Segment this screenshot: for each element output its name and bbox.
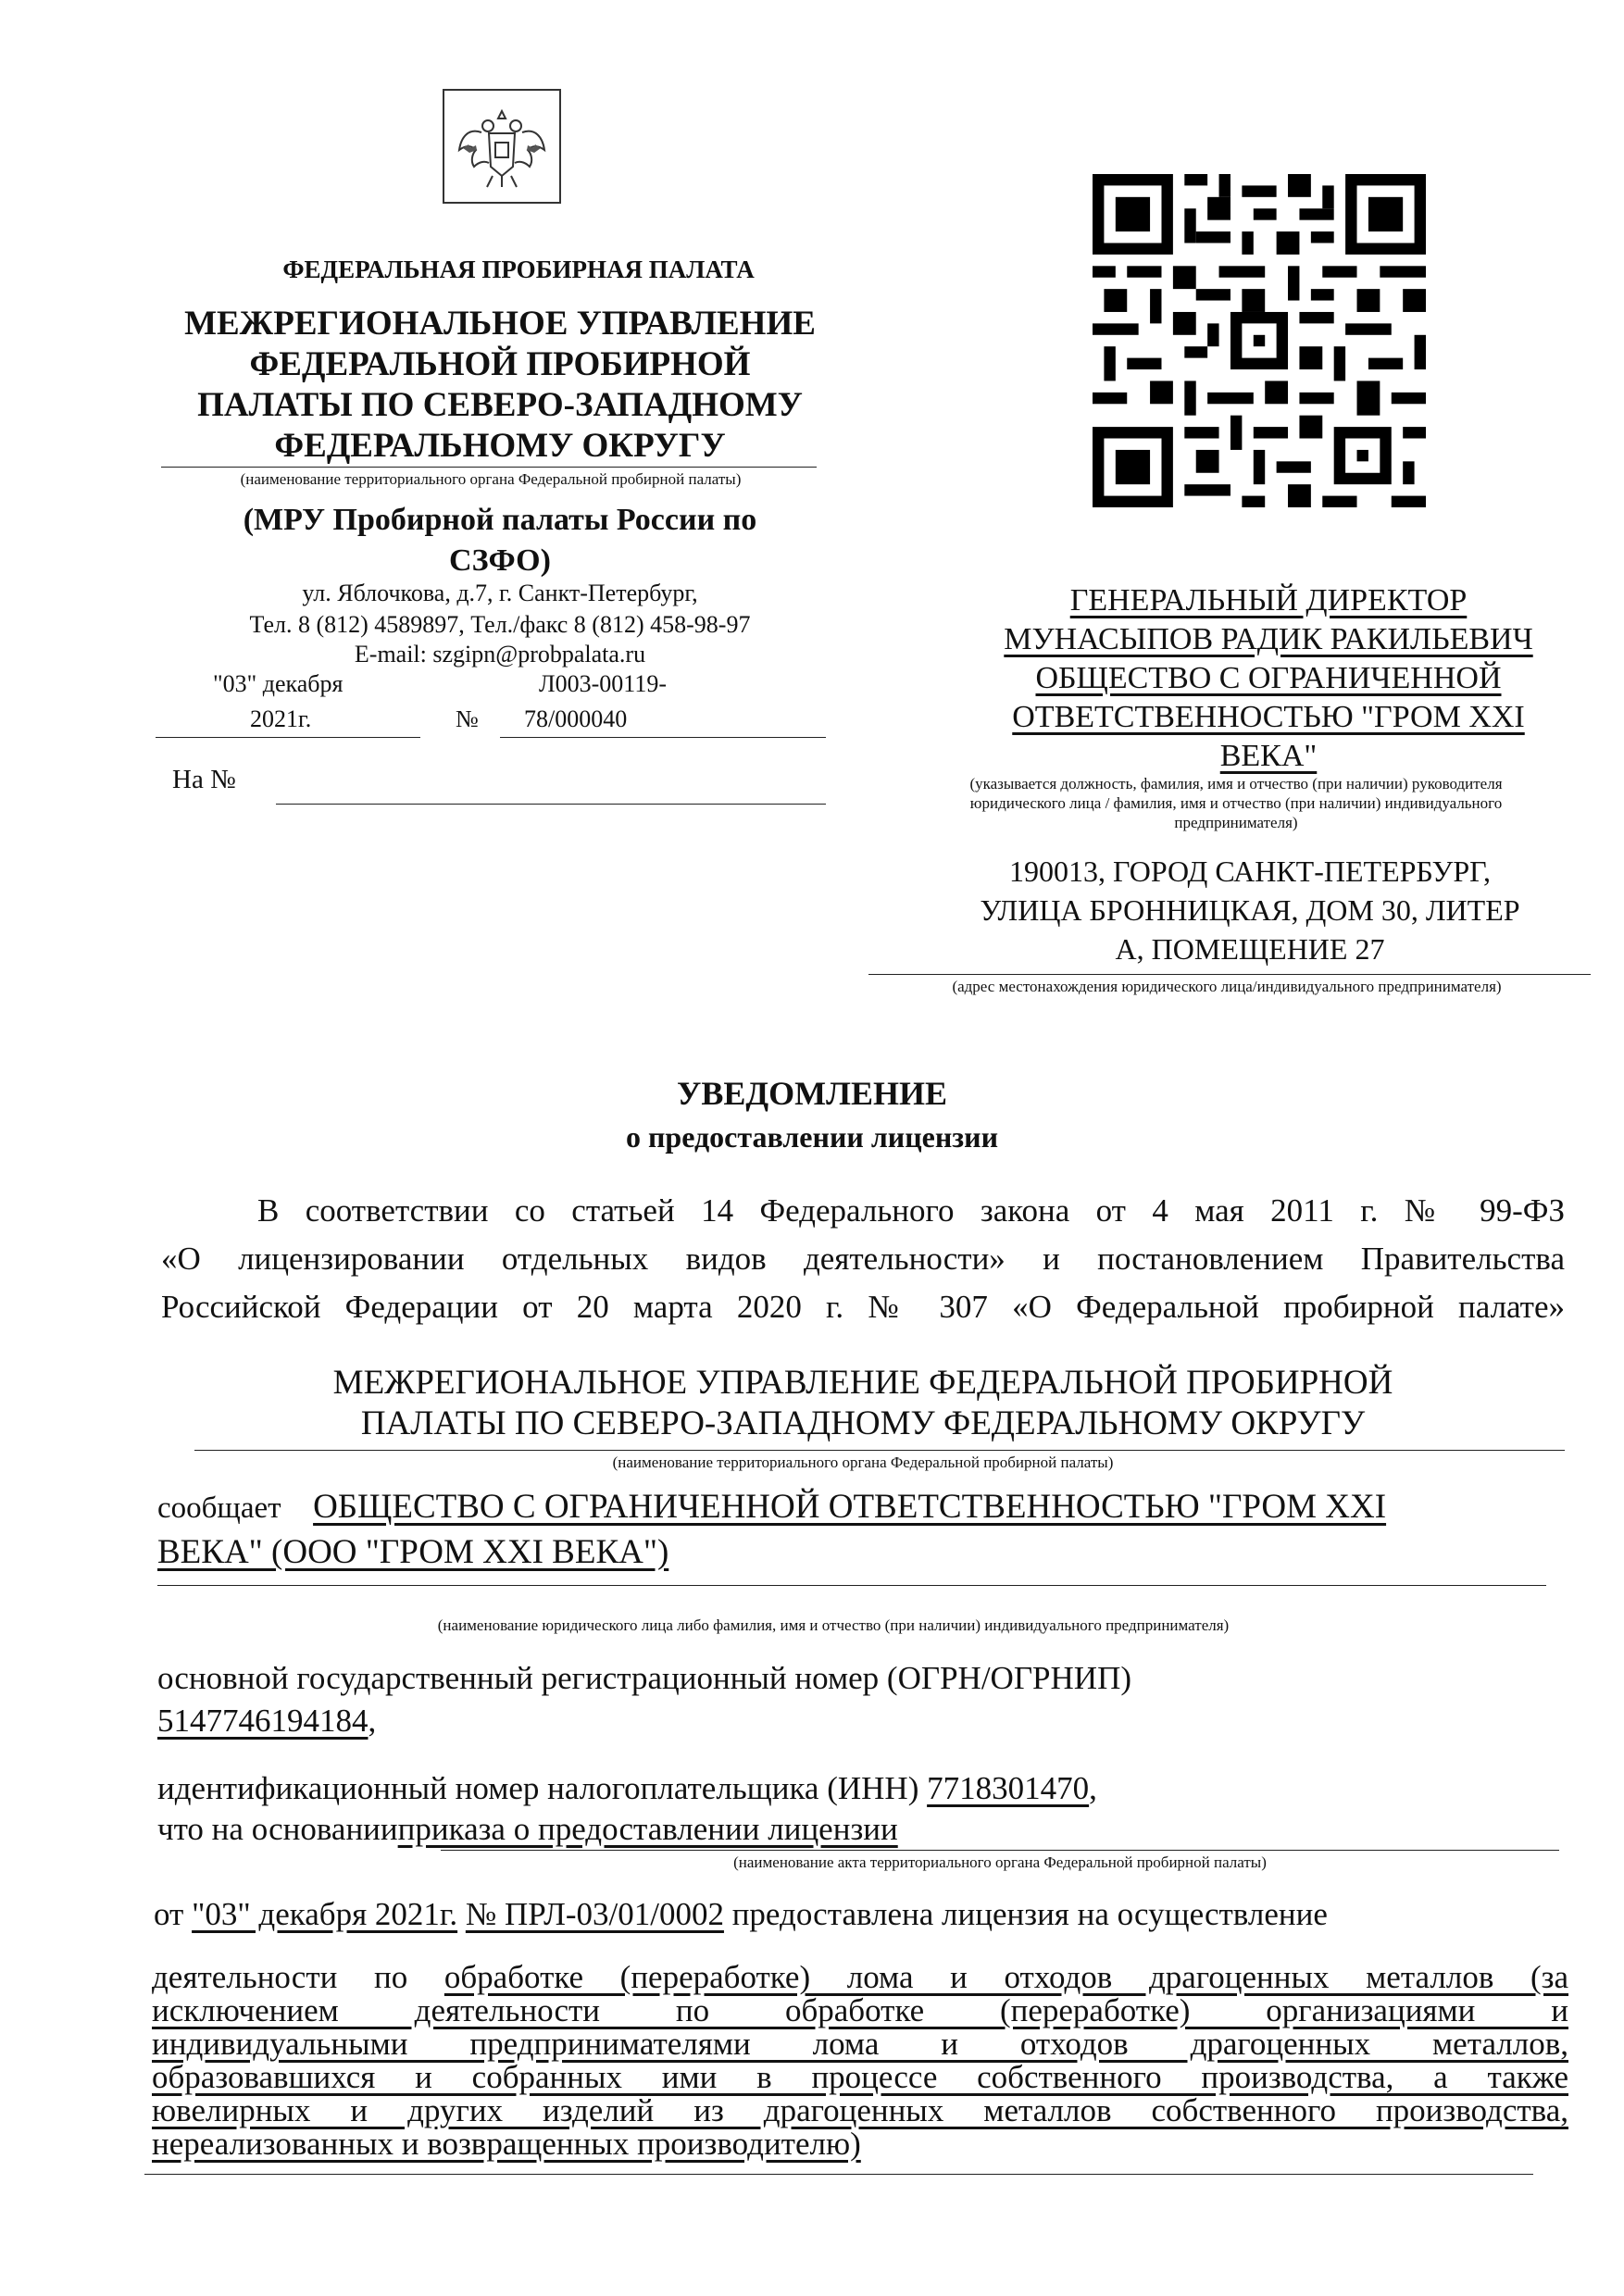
licensee-caption: (наименование юридического лица либо фамилия, имя и отчество (при наличии) индивидуального предпринимателя): [437, 1616, 1230, 1634]
authority-line: ПАЛАТЫ ПО СЕВЕРО-ЗАПАДНОМУ ФЕДЕРАЛЬНОМУ ОКРУГУ: [360, 1404, 1366, 1442]
basis-caption: (наименование акта территориального органа Федеральной пробирной палаты): [733, 1853, 1267, 1871]
authority-caption: (наименование территориального органа Федеральной пробирной палаты): [612, 1454, 1114, 1471]
order-date: "03" декабря 2021г.: [192, 1896, 458, 1932]
authority-line: МЕЖРЕГИОНАЛЬНОЕ УПРАВЛЕНИЕ ФЕДЕРАЛЬНОЙ ПРОБИРНОЙ: [332, 1364, 1393, 1402]
number-sign: №: [456, 705, 479, 732]
activity-line: исключением деятельности по обработке (переработке) организациями и: [152, 1992, 1568, 2028]
from-label: от: [154, 1896, 184, 1932]
activity-line: обработке (переработке) лома и отходов драгоценных металлов (за: [443, 1959, 1569, 1995]
agency-name: ФЕДЕРАЛЬНАЯ ПРОБИРНАЯ ПАЛАТА: [282, 256, 755, 283]
notice-subtitle: о предоставлении лицензии: [625, 1120, 999, 1154]
org-line: ФЕДЕРАЛЬНОМУ ОКРУГУ: [274, 427, 726, 465]
address-caption: (адрес местонахождения юридического лица/индивидуального предпринимателя): [952, 978, 1502, 995]
org-line: ФЕДЕРАЛЬНОЙ ПРОБИРНОЙ: [249, 345, 751, 383]
paragraph-line: «О лицензировании отдельных видов деятельности» и постановлением Правительства: [161, 1241, 1565, 1277]
activity-line: образовавшихся и собранных ими в процессе собственного производства, а также: [152, 2059, 1568, 2095]
letter-date-day-month: "03" декабря: [213, 670, 344, 697]
date-underline: [156, 737, 420, 738]
org-line: МЕЖРЕГИОНАЛЬНОЕ УПРАВЛЕНИЕ: [184, 305, 816, 343]
basis-value: приказа о предоставлении лицензии: [397, 1811, 898, 1847]
org-address: ул. Яблочкова, д.7, г. Санкт-Петербург,: [302, 580, 698, 606]
inn-value: 7718301470: [927, 1770, 1090, 1806]
org-phones: Тел. 8 (812) 4589897, Тел./факс 8 (812) 458-98-97: [249, 611, 751, 638]
recipient-line: ОТВЕТСТВЕННОСТЬЮ "ГРОМ XXI: [1012, 700, 1525, 734]
ogrn-block: [157, 1657, 1565, 1742]
inn-label: идентификационный номер налогоплательщика (ИНН): [157, 1770, 919, 1806]
org-caption: (наименование территориального органа Федеральной пробирной палаты): [240, 470, 742, 488]
ogrn-value: 5147746194184: [157, 1703, 369, 1739]
ogrn-label: основной государственный регистрационный номер (ОГРН/ОГРНИП): [157, 1660, 1131, 1696]
notice-title: УВЕДОМЛЕНИЕ: [676, 1075, 948, 1112]
licensing-authority: [161, 1363, 1565, 1444]
inn-block: [157, 1768, 1565, 1850]
recipient-line: ОБЩЕСТВО С ОГРАНИЧЕННОЙ: [1035, 661, 1502, 695]
authority-underline: [194, 1450, 1565, 1451]
ogrn-comma: ,: [368, 1703, 377, 1739]
order-number: № ПРЛ-03/01/0002: [465, 1896, 724, 1932]
recipient-line: МУНАСЫПОВ РАДИК РАКИЛЬЕВИЧ: [1004, 622, 1533, 656]
letter-number-part1: Л003-00119-: [539, 670, 667, 697]
recipient-line: ВЕКА": [1219, 739, 1318, 773]
recipient-line: ГЕНЕРАЛЬНЫЙ ДИРЕКТОР: [1069, 583, 1468, 618]
recipient-caption-line: предпринимателя): [1174, 814, 1298, 831]
inn-comma: ,: [1089, 1770, 1097, 1806]
address-line: А, ПОМЕЩЕНИЕ 27: [1115, 932, 1385, 966]
licensee-name-line2: ВЕКА" (ООО "ГРОМ XXI ВЕКА"): [157, 1533, 669, 1571]
issuing-organization: [111, 304, 889, 467]
licensee-underline: [157, 1585, 1546, 1586]
qr-code: [1093, 174, 1426, 507]
recipient-name-block: [944, 581, 1593, 776]
reports-label: сообщает: [157, 1491, 281, 1525]
address-underline: [868, 974, 1591, 975]
recipient-caption-line: (указывается должность, фамилия, имя и отчество (при наличии) руководителя: [969, 775, 1503, 792]
order-line: [154, 1896, 1570, 1933]
recipient-caption: [870, 774, 1602, 832]
address-line: 190013, ГОРОД САНКТ-ПЕТЕРБУРГ,: [1009, 855, 1491, 888]
number-underline: [500, 737, 826, 738]
legal-basis-paragraph: [161, 1187, 1565, 1331]
licensee-name-line1: ОБЩЕСТВО С ОГРАНИЧЕННОЙ ОТВЕТСТВЕННОСТЬЮ "ГРОМ XXI: [313, 1488, 1387, 1526]
paragraph-line: В соответствии со статьей 14 Федерального закона от 4 мая 2011 г. № 99-ФЗ: [257, 1192, 1565, 1229]
paragraph-line: Российской Федерации от 20 марта 2020 г. № 307 «О Федеральной пробирной палате»: [161, 1289, 1565, 1325]
short-name-line: (МРУ Пробирной палаты России по: [243, 503, 757, 537]
activity-line: нереализованных и возвращенных производителю): [152, 2126, 861, 2162]
activity-prefix: деятельности по: [152, 1959, 408, 1995]
basis-label: что на основании: [157, 1811, 398, 1847]
recipient-address: [917, 852, 1583, 968]
address-line: УЛИЦА БРОННИЦКАЯ, ДОМ 30, ЛИТЕР: [980, 893, 1520, 927]
licensee-block: [157, 1485, 1565, 1575]
license-granted-text: предоставлена лицензия на осуществление: [731, 1896, 1328, 1932]
activity-underline: [144, 2174, 1533, 2175]
coat-of-arms-emblem: [443, 89, 561, 204]
short-name-line: СЗФО): [449, 543, 551, 578]
letter-date-year: 2021г.: [250, 705, 312, 732]
activity-line: ювелирных и других изделий из драгоценных металлов собственного производства,: [152, 2092, 1568, 2128]
org-line: ПАЛАТЫ ПО СЕВЕРО-ЗАПАДНОМУ: [197, 386, 803, 424]
org-email: E-mail: szgipn@probpalata.ru: [354, 641, 646, 668]
short-org-name: [130, 500, 870, 581]
basis-underline: [441, 1850, 1559, 1851]
licensed-activity: [152, 1961, 1568, 2161]
reference-number-label: На №: [172, 765, 236, 794]
recipient-caption-line: юридического лица / фамилия, имя и отчество (при наличии) индивидуального: [969, 794, 1503, 812]
reference-number-line: [276, 804, 826, 805]
letter-number-part2: 78/000040: [524, 705, 628, 732]
org-underline: [161, 467, 817, 468]
activity-line: индивидуальными предпринимателями лома и отходов драгоценных металлов,: [152, 2026, 1568, 2062]
